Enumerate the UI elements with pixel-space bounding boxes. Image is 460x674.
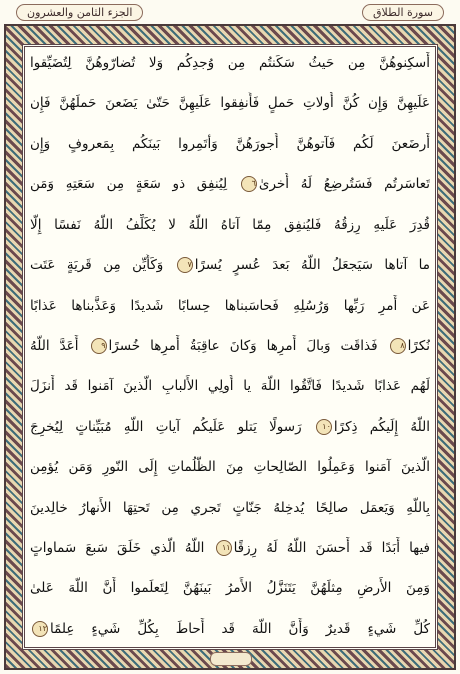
verse-text: نُكرًا xyxy=(407,337,430,354)
text-line xyxy=(30,254,430,276)
verse-text: أَرضَعنَ لَكُم فَآتوهُنَّ أُجورَهُنَّ وَأتَمِروا بَينَكُم بِمَعروفٍ وَإِن xyxy=(30,135,430,152)
page-header xyxy=(0,0,460,24)
ayah-number-marker: ٨ xyxy=(390,338,406,354)
verse-text: أَسكِنوهُنَّ مِن حَيثُ سَكَنتُم مِن وُجدِكُم وَلا تُضارّوهُنَّ لِتُضَيِّقوا xyxy=(30,55,430,71)
page-bottom-ornament xyxy=(210,652,252,666)
text-line xyxy=(30,537,430,559)
verse-text: فَذاقَت وَبالَ أَمرِها وَكانَ عاقِبَةُ أَمرِها خُسرًا xyxy=(108,337,378,354)
text-line xyxy=(30,577,430,599)
ayah-number-marker: ٩ xyxy=(91,338,107,354)
text-line xyxy=(30,295,430,317)
verse-text: لَهُم عَذابًا شَديدًا فَاتَّقُوا اللَّهَ يا أُولِي الأَلبابِ الَّذينَ آمَنوا قَد أَنزَلَ xyxy=(30,378,430,395)
ayah-number-marker: ١١ xyxy=(216,540,232,556)
text-line xyxy=(30,133,430,155)
verse-text: عَلَيهِنَّ وَإِن كُنَّ أُولاتِ حَملٍ فَأَنفِقوا عَلَيهِنَّ حَتّىٰ يَضَعنَ حَملَهُنَّ فَإِن xyxy=(30,95,430,112)
text-line xyxy=(30,416,430,438)
verse-text: بِاللَّهِ وَيَعمَل صالِحًا يُدخِلهُ جَنّاتٍ تَجري مِن تَحتِهَا الأَنهارُ خالِدينَ xyxy=(30,499,430,516)
text-line xyxy=(30,335,430,357)
surah-title: سورة الطلاق xyxy=(362,4,444,21)
verse-text: تَعاسَرتُم فَسَتُرضِعُ لَهُ أُخرىٰ xyxy=(258,176,430,193)
verse-text: فيها أَبَدًا قَد أَحسَنَ اللَّهُ لَهُ رِزقًا xyxy=(233,540,430,557)
verse-text: أَعَدَّ اللَّهُ xyxy=(30,337,79,354)
verse-text: اللَّهُ الَّذي خَلَقَ سَبعَ سَماواتٍ xyxy=(30,540,205,557)
text-line xyxy=(30,52,430,74)
quran-text xyxy=(26,48,434,646)
verse-text: ما آتاها سَيَجعَلُ اللَّهُ بَعدَ عُسرٍ يُسرًا xyxy=(194,257,430,274)
text-line xyxy=(30,173,430,195)
text-line xyxy=(30,375,430,397)
verse-text: وَمِنَ الأَرضِ مِثلَهُنَّ يَتَنَزَّلُ الأَمرُ بَينَهُنَّ لِتَعلَموا أَنَّ اللَّهَ عَلىٰ xyxy=(30,580,430,597)
text-line xyxy=(30,214,430,236)
verse-text: قُدِرَ عَلَيهِ رِزقُهُ فَليُنفِق مِمّا آتاهُ اللَّهُ لا يُكَلِّفُ اللَّهُ نَفسًا إِلّا xyxy=(30,216,430,233)
verse-text: عَن أَمرِ رَبِّها وَرُسُلِهِ فَحاسَبناها حِسابًا شَديدًا وَعَذَّبناها عَذابًا xyxy=(30,297,430,314)
verse-text: الَّذينَ آمَنوا وَعَمِلُوا الصّالِحاتِ مِنَ الظُّلُماتِ إِلَى النّورِ وَمَن يُؤمِن xyxy=(30,459,430,476)
verse-text: اللَّهُ إِلَيكُم ذِكرًا xyxy=(333,418,430,435)
text-line xyxy=(30,456,430,478)
verse-text: رَسولًا يَتلو عَلَيكُم آياتِ اللَّهِ مُبَيِّناتٍ لِيُخرِجَ xyxy=(30,418,302,435)
text-line xyxy=(30,92,430,114)
verse-text: كُلِّ شَيءٍ قَديرٌ وَأَنَّ اللَّهَ قَد أَحاطَ بِكُلِّ شَيءٍ عِلمًا xyxy=(50,620,430,637)
ayah-number-marker: ٦ xyxy=(241,176,257,192)
ayah-number-marker: ١٢ xyxy=(32,621,48,637)
verse-text: وَكَأَيِّن مِن قَريَةٍ عَتَت xyxy=(30,257,164,274)
ayah-number-marker: ١٠ xyxy=(316,419,332,435)
ayah-number-marker: ٧ xyxy=(177,257,193,273)
text-line xyxy=(30,497,430,519)
text-line xyxy=(30,618,430,640)
verse-text: لِيُنفِق ذو سَعَةٍ مِن سَعَتِهِ وَمَن xyxy=(30,176,228,193)
juz-title: الجزء الثامن والعشرون xyxy=(16,4,143,21)
